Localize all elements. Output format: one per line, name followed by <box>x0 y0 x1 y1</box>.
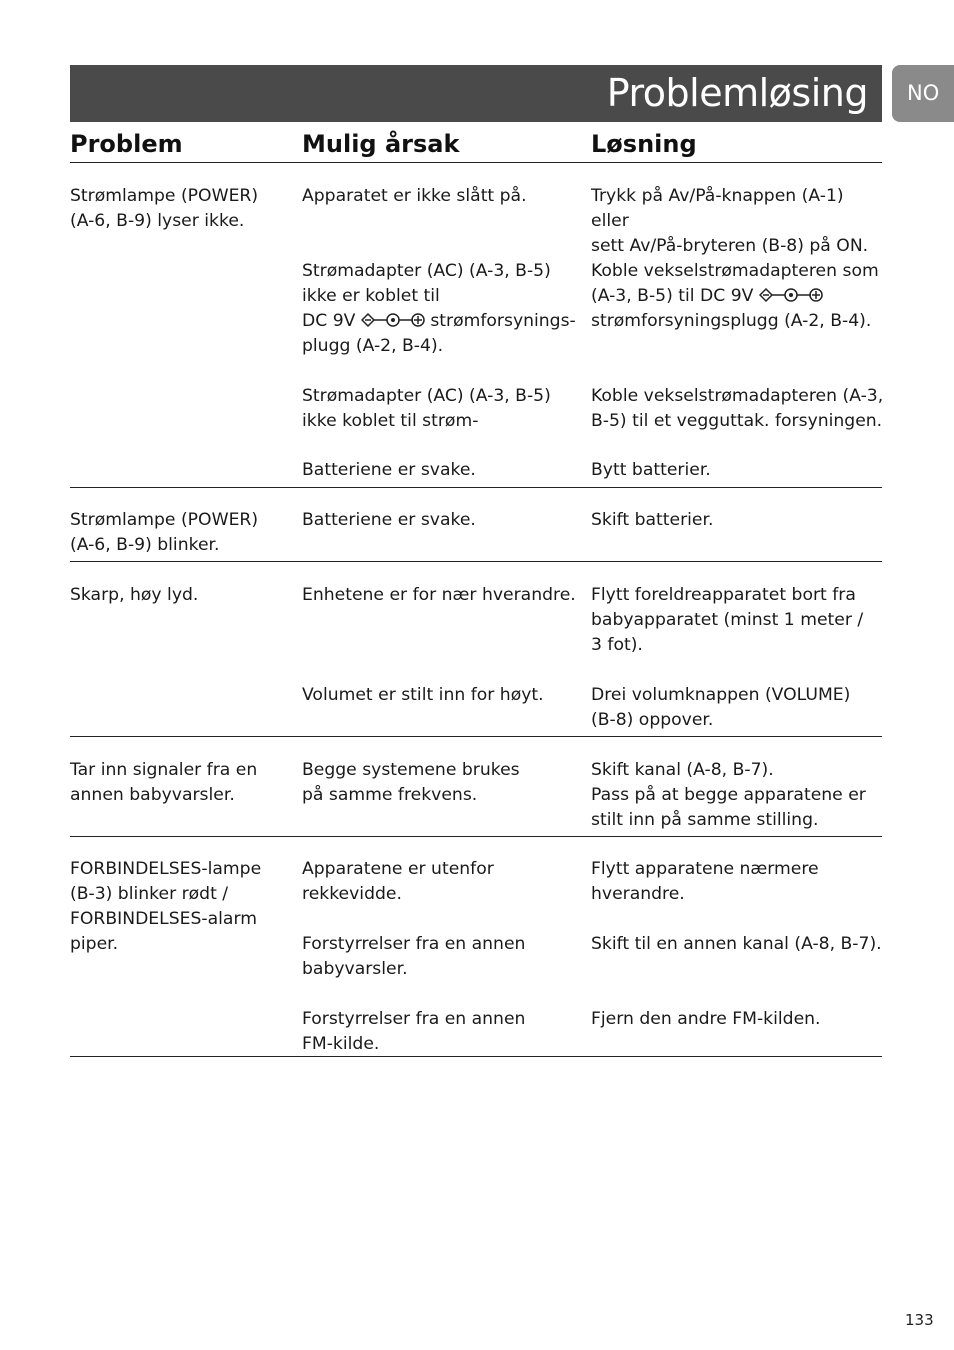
cause-cell: Volumet er stilt inn for høyt. <box>302 685 544 705</box>
cause-text: strømforsynings- plugg (A-2, B-4). <box>302 311 576 356</box>
table-bottom-rule <box>70 1056 882 1057</box>
language-tab <box>892 65 954 122</box>
solution-cell: Skift kanal (A-8, B-7). Pass på at begge apparatene er stilt inn på samme stilling. <box>591 760 866 830</box>
solution-cell: Fjern den andre FM-kilden. <box>591 1009 821 1029</box>
problem-cell: Skarp, høy lyd. <box>70 585 199 605</box>
dc-polarity-icon <box>759 287 823 303</box>
cause-cell: Apparatet er ikke slått på. <box>302 186 527 206</box>
cause-cell: Begge systemene brukes på samme frekvens. <box>302 760 520 805</box>
solution-text: strømforsyningsplugg (A-2, B-4). <box>591 311 872 331</box>
title-bar <box>70 65 882 122</box>
column-header-cause: Mulig årsak <box>302 130 460 158</box>
header-rule <box>70 162 882 163</box>
solution-cell: Drei volumknappen (VOLUME) (B-8) oppover. <box>591 685 851 730</box>
dc-polarity-icon <box>361 312 425 328</box>
cause-text: Strømadapter (AC) (A-3, B-5) ikke er koblet til DC 9V <box>302 261 551 331</box>
page-number: 133 <box>905 1311 934 1329</box>
cause-cell: Strømadapter (AC) (A-3, B-5) ikke koblet til strøm- <box>302 386 551 431</box>
group-divider <box>70 487 882 488</box>
solution-text: Koble vekselstrømadapteren som (A-3, B-5) til DC 9V <box>591 261 879 306</box>
cause-cell: Enhetene er for nær hverandre. <box>302 585 576 605</box>
cause-cell: Forstyrrelser fra en annen babyvarsler. <box>302 934 526 979</box>
solution-cell: Bytt batterier. <box>591 460 711 480</box>
cause-cell: Forstyrrelser fra en annen FM-kilde. <box>302 1009 526 1054</box>
cause-cell: Batteriene er svake. <box>302 510 476 530</box>
problem-cell: Strømlampe (POWER) (A-6, B-9) blinker. <box>70 510 259 555</box>
language-tab-label: NO <box>907 81 940 105</box>
solution-cell: Koble vekselstrømadapteren (A-3, B-5) til et vegguttak. forsyningen. <box>591 386 884 431</box>
column-header-solution: Løsning <box>591 130 697 158</box>
page-title: Problemløsing <box>606 71 868 115</box>
solution-cell: Flytt apparatene nærmere hverandre. <box>591 859 819 904</box>
solution-cell: Skift batterier. <box>591 510 714 530</box>
solution-cell: Skift til en annen kanal (A-8, B-7). <box>591 934 882 954</box>
solution-cell <box>591 259 886 334</box>
cause-cell: Batteriene er svake. <box>302 460 476 480</box>
solution-cell: Trykk på Av/På-knappen (A-1) eller sett Av/På-bryteren (B-8) på ON. <box>591 186 869 256</box>
problem-cell: Tar inn signaler fra en annen babyvarsler. <box>70 760 258 805</box>
column-header-problem: Problem <box>70 130 183 158</box>
problem-cell: FORBINDELSES-lampe (B-3) blinker rødt / FORBINDELSES-alarm piper. <box>70 859 262 954</box>
group-divider <box>70 736 882 737</box>
solution-cell: Flytt foreldreapparatet bort fra babyapparatet (minst 1 meter / 3 fot). <box>591 585 864 655</box>
problem-cell: Strømlampe (POWER) (A-6, B-9) lyser ikke. <box>70 186 259 231</box>
group-divider <box>70 836 882 837</box>
cause-cell: Apparatene er utenfor rekkevidde. <box>302 859 494 904</box>
group-divider <box>70 561 882 562</box>
cause-cell <box>302 259 582 359</box>
